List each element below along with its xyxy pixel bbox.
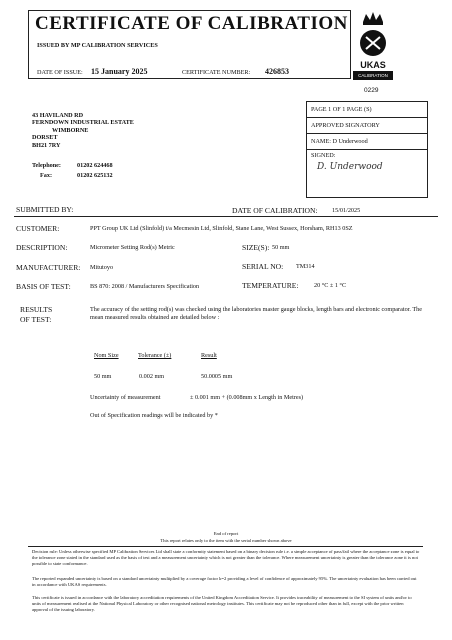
submitted-by-label: SUBMITTED BY: — [16, 205, 74, 214]
description: Micrometer Setting Rod(s) Metric — [90, 244, 175, 251]
results-label-line2: OF TEST: — [20, 315, 52, 324]
description-label: DESCRIPTION: — [16, 243, 68, 252]
ukas-lab-number: 0229 — [364, 87, 379, 94]
fax-label: Fax: — [40, 172, 53, 179]
size: 50 mm — [272, 244, 290, 251]
uncertainty-statement: The reported expanded uncertainty is based on a standard uncertainty multiplied by a coverage factor k=2 providing a level of confidence of approximately 95%. The uncertainty evaluation has been carried out in accordance with UKAS requirements. — [32, 576, 417, 588]
serial: TM314 — [296, 263, 315, 270]
row-result: 50.0005 mm — [201, 373, 233, 380]
row-tolerance: 0.002 mm — [139, 373, 165, 380]
address-line: WIMBORNE — [52, 126, 89, 134]
header-box — [28, 10, 351, 79]
address-line: DORSET — [32, 134, 58, 142]
manufacturer-label: MANUFACTURER: — [16, 263, 81, 272]
address-line: BH21 7RY — [32, 141, 61, 149]
address-line: FERNDOWN INDUSTRIAL ESTATE — [32, 119, 134, 127]
address-block — [32, 112, 134, 149]
date-of-calibration-label: DATE OF CALIBRATION: — [232, 206, 318, 215]
signatory-box — [306, 101, 428, 198]
temperature-label: TEMPERATURE: — [242, 281, 299, 290]
temperature: 20 °C ± 1 °C — [314, 282, 347, 289]
results-label — [20, 305, 52, 325]
decision-rule: Decision rule: Unless otherwise specified MP Calibration Services Ltd shall state a conformity statement based on a binary decision rule i.e. a simple acceptance of pass/fail where the acceptance zone is equal to the tolerance zone stated in the standard used as the basis of test and a measurement uncertainty which is not greater than the tolerance. Where measurement uncertainty is greater than the tolerance zone it is not possible to state conformance. — [32, 549, 420, 567]
signatory-name: NAME: D Underwood — [307, 134, 427, 150]
certificate-number: 426853 — [265, 67, 289, 76]
date-of-calibration: 15/01/2025 — [332, 207, 361, 214]
ukas-logo — [353, 10, 393, 86]
certificate-number-label: CERTIFICATE NUMBER: — [182, 69, 251, 76]
fax: 01202 625132 — [77, 172, 113, 179]
serial-label: SERIAL NO: — [242, 262, 284, 271]
signed-label: SIGNED: — [311, 152, 336, 159]
size-label: SIZE(S): — [242, 243, 270, 252]
end-of-report: End of report — [213, 531, 239, 536]
row-nom-size: 50 mm — [94, 373, 112, 380]
uncertainty-label: Uncertainty of measurement — [90, 394, 161, 401]
telephone-label: Telephone: — [32, 162, 61, 169]
signature: D. Underwood — [317, 162, 383, 172]
report-relates: This report relates only to the item with the serial number shown above — [160, 538, 292, 543]
ukas-subtitle: CALIBRATION — [353, 71, 393, 80]
date-of-issue-label: DATE OF ISSUE: — [37, 69, 83, 76]
page-count: PAGE 1 OF 1 PAGE (S) — [307, 102, 427, 118]
out-of-spec-note: Out of Specification readings will be indicated by * — [90, 412, 218, 419]
date-of-issue: 15 January 2025 — [91, 67, 148, 76]
address-line: 43 HAVILAND RD — [32, 112, 84, 119]
manufacturer: Mitutoyo — [90, 264, 114, 271]
approved-signatory: APPROVED SIGNATORY — [307, 118, 427, 134]
results-paragraph: The accuracy of the setting rod(s) was checked using the laboratories master gauge blocks, length bars and electronic comparator. The mean measured results obtained are detailed below : — [90, 306, 422, 321]
customer: PPT Group UK Ltd (Slinfold) t/a Mecmesin Ltd, Slinfold, Stane Lane, West Sussex, Horsham, RH13 0SZ — [90, 225, 353, 232]
ukas-name: UKAS — [360, 60, 386, 70]
basis-label: BASIS OF TEST: — [16, 282, 71, 291]
certificate-title: CERTIFICATE OF CALIBRATION — [35, 13, 348, 34]
basis: BS 870: 2008 / Manufacturers Specification — [90, 283, 200, 290]
traceability-statement: This certificate is issued in accordance with the laboratory accreditation requirements of the United Kingdom Accreditation Service. It provides traceability of measurement to the SI system of units and/or to units of measurement realised at the National Physical Laboratory or other recognised national metrology institutes. This certificate may not be reproduced other than in full, except with the prior written approval of the issuing laboratory. — [32, 595, 412, 613]
issued-by: ISSUED BY MP CALIBRATION SERVICES — [37, 42, 158, 49]
customer-label: CUSTOMER: — [16, 224, 60, 233]
divider — [14, 216, 438, 217]
col-nom-size: Nom Size — [94, 352, 119, 359]
results-label-line1: RESULTS — [20, 305, 53, 314]
col-result: Result — [201, 352, 217, 359]
col-tolerance: Tolerance (±) — [138, 352, 172, 359]
uncertainty-value: ± 0.001 mm + (0.008mm x Length in Metres) — [190, 394, 304, 401]
footer-divider — [28, 546, 423, 547]
telephone: 01202 624468 — [77, 162, 113, 169]
